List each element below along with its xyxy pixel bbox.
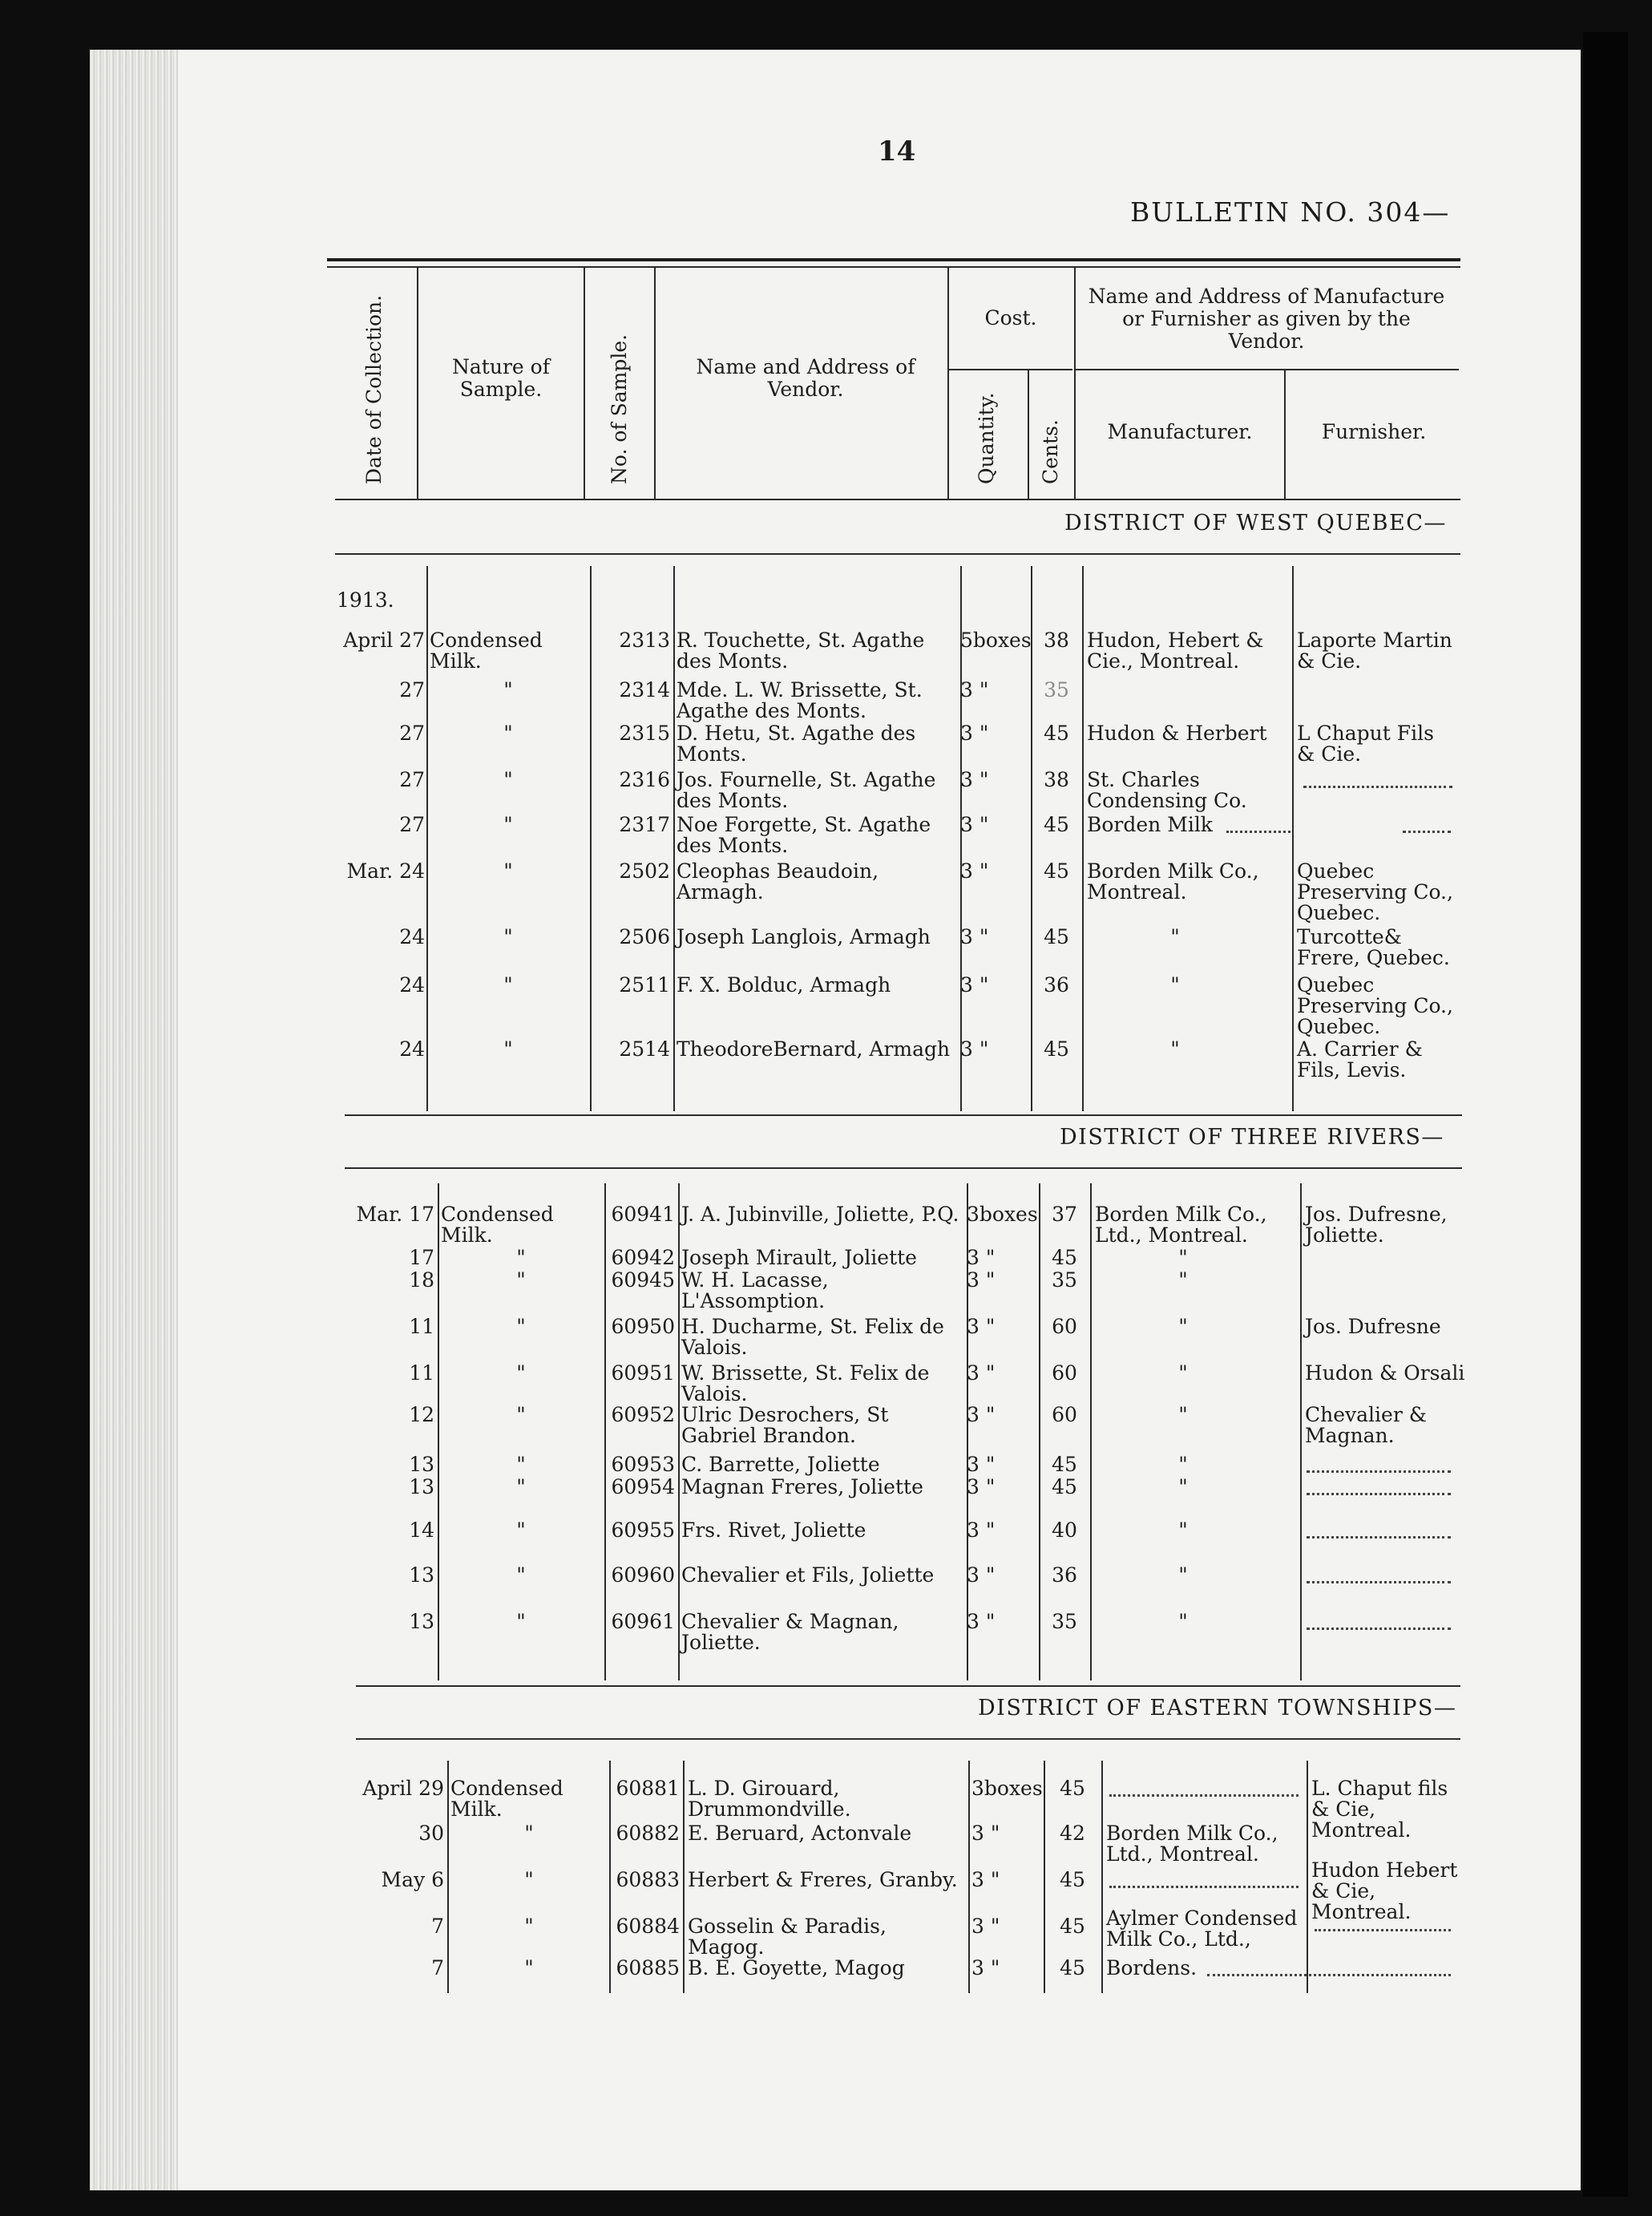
quantity-cell: 5boxes: [960, 629, 1032, 652]
nature-cell: ": [524, 1915, 534, 1938]
vendor-cell: TheodoreBernard, Armagh: [677, 1037, 951, 1061]
quantity-cell: 3 ": [967, 1610, 996, 1633]
date-cell: 13: [409, 1610, 434, 1633]
vendor-cell: R. Touchette, St. Agathe des Monts.: [677, 629, 925, 673]
furnisher-cell: Quebec Preserving Co., Quebec.: [1297, 859, 1453, 924]
furnisher-cell: Laporte Martin & Cie.: [1297, 629, 1452, 673]
vendor-cell: E. Beruard, Actonvale: [688, 1822, 912, 1845]
date-cell: 18: [409, 1268, 434, 1292]
date-cell: 13: [409, 1563, 434, 1587]
vendor-cell: W. H. Lacasse, L'Assomption.: [681, 1268, 829, 1312]
manufacturer-cell: ": [1178, 1475, 1188, 1498]
furnisher-cell: A. Carrier & Fils, Levis.: [1297, 1037, 1423, 1082]
vendor-cell: F. X. Bolduc, Armagh: [677, 973, 891, 997]
vendor-cell: B. E. Goyette, Magog: [688, 1956, 905, 1979]
nature-cell: ": [516, 1403, 526, 1426]
quantity-cell: 3 ": [960, 925, 989, 948]
page-edge-stack: [90, 50, 178, 2190]
furnisher-cell: L Chaput Fils & Cie.: [1297, 722, 1434, 766]
manufacturer-cell: Bordens.: [1106, 1956, 1198, 1979]
header-divider: [1284, 369, 1286, 499]
date-cell: 27: [399, 768, 425, 791]
nature-cell: ": [516, 1563, 526, 1587]
sample-no-cell: 60883: [616, 1868, 680, 1891]
cents-cell: 45: [1044, 722, 1069, 745]
vendor-cell: Herbert & Freres, Granby.: [688, 1868, 958, 1891]
nature-cell: ": [516, 1610, 526, 1633]
date-cell: 11: [409, 1315, 434, 1338]
header-divider: [654, 268, 656, 499]
cents-cell: 37: [1052, 1203, 1077, 1226]
leader-dots: [1207, 1974, 1451, 1976]
year-label: 1913.: [337, 588, 394, 612]
sample-no-cell: 60951: [611, 1361, 675, 1385]
maker-split-rule: [1074, 369, 1459, 370]
vendor-cell: J. A. Jubinville, Joliette, P.Q.: [681, 1203, 959, 1226]
cents-cell: 45: [1060, 1868, 1085, 1891]
quantity-cell: 3 ": [960, 973, 989, 997]
leader-dots: [1303, 786, 1452, 788]
col-quantity-heading: Quantity.: [975, 392, 998, 484]
leader-dots: [1403, 831, 1451, 833]
cents-cell: 38: [1044, 768, 1069, 791]
manufacturer-cell: ": [1178, 1361, 1188, 1385]
quantity-cell: 3 ": [967, 1453, 996, 1476]
date-cell: April 29: [362, 1777, 444, 1800]
vendor-cell: Joseph Mirault, Joliette: [681, 1246, 917, 1269]
nature-cell: Condensed Milk.: [450, 1777, 563, 1821]
column-divider: [426, 566, 428, 1111]
date-cell: 11: [409, 1361, 434, 1385]
manufacturer-cell: Borden Milk Co., Ltd., Montreal.: [1095, 1203, 1267, 1247]
sample-no-cell: 2511: [619, 973, 670, 997]
date-cell: 14: [409, 1518, 434, 1542]
manufacturer-cell: ": [1178, 1246, 1188, 1269]
section-title: DISTRICT OF WEST QUEBEC—: [1064, 511, 1447, 536]
manufacturer-cell: ": [1170, 973, 1180, 997]
quantity-cell: 3 ": [971, 1822, 1000, 1845]
column-divider: [683, 1761, 685, 1993]
quantity-cell: 3 ": [967, 1518, 996, 1542]
cents-cell: 45: [1052, 1453, 1077, 1476]
furnisher-cell: Hudon Hebert & Cie, Montreal.: [1311, 1858, 1458, 1923]
leader-dots: [1109, 1794, 1299, 1797]
manufacturer-cell: ": [1178, 1315, 1188, 1338]
cents-cell: 35: [1052, 1268, 1077, 1292]
col-cents-heading: Cents.: [1039, 419, 1062, 484]
nature-cell: ": [516, 1453, 526, 1476]
header-divider: [417, 268, 418, 499]
vendor-cell: Magnan Freres, Joliette: [681, 1475, 923, 1498]
sample-no-cell: 60885: [616, 1956, 680, 1979]
manufacturer-cell: Borden Milk Co., Ltd., Montreal.: [1106, 1822, 1278, 1866]
quantity-cell: 3 ": [960, 678, 989, 702]
section-rule: [345, 1167, 1462, 1169]
nature-cell: ": [516, 1518, 526, 1542]
quantity-cell: 3 ": [960, 1037, 989, 1061]
date-cell: 7: [431, 1915, 444, 1938]
cents-cell: 60: [1052, 1315, 1077, 1338]
vendor-cell: Gosselin & Paradis, Magog.: [688, 1915, 887, 1959]
quantity-cell: 3 ": [960, 813, 989, 836]
quantity-cell: 3 ": [960, 722, 989, 745]
furnisher-cell: Hudon & Orsali: [1305, 1361, 1465, 1385]
nature-cell: Condensed Milk.: [441, 1203, 554, 1247]
quantity-cell: 3 ": [967, 1403, 996, 1426]
sample-no-cell: 60952: [611, 1403, 675, 1426]
header-divider: [1028, 369, 1029, 499]
vendor-cell: Noe Forgette, St. Agathe des Monts.: [677, 813, 931, 857]
section-rule: [356, 1738, 1460, 1740]
column-divider: [673, 566, 675, 1111]
nature-cell: ": [503, 768, 513, 791]
section-rule: [356, 1685, 1460, 1687]
column-divider: [1307, 1761, 1308, 1993]
quantity-cell: 3 ": [971, 1915, 1000, 1938]
cents-cell: 36: [1052, 1563, 1077, 1587]
section-title: DISTRICT OF EASTERN TOWNSHIPS—: [978, 1696, 1457, 1721]
sample-no-cell: 2313: [619, 629, 670, 652]
vendor-cell: Ulric Desrochers, St Gabriel Brandon.: [681, 1403, 889, 1447]
sample-no-cell: 60950: [611, 1315, 675, 1338]
cents-cell: 45: [1060, 1777, 1085, 1800]
section-title: DISTRICT OF THREE RIVERS—: [1060, 1125, 1444, 1150]
nature-cell: ": [524, 1822, 534, 1845]
header-bottom-rule: [335, 499, 1460, 500]
binding-shadow: [1583, 32, 1628, 2197]
quantity-cell: 3 ": [967, 1315, 996, 1338]
sample-no-cell: 2502: [619, 859, 670, 883]
sample-no-cell: 60954: [611, 1475, 675, 1498]
quantity-cell: 3 ": [971, 1868, 1000, 1891]
manufacturer-cell: ": [1178, 1453, 1188, 1476]
vendor-cell: Chevalier & Magnan, Joliette.: [681, 1610, 899, 1654]
manufacturer-cell: ": [1178, 1518, 1188, 1542]
sample-no-cell: 60884: [616, 1915, 680, 1938]
quantity-cell: 3 ": [971, 1956, 1000, 1979]
sample-no-cell: 60942: [611, 1246, 675, 1269]
cents-cell: 35: [1052, 1610, 1077, 1633]
col-furnisher-heading: Furnisher.: [1321, 420, 1427, 443]
furnisher-cell: Turcotte& Frere, Quebec.: [1297, 925, 1450, 969]
cents-cell: 40: [1052, 1518, 1077, 1542]
leader-dots: [1307, 1628, 1451, 1630]
nature-cell: ": [503, 722, 513, 745]
vendor-cell: Frs. Rivet, Joliette: [681, 1518, 866, 1542]
col-cost-heading: Cost.: [984, 306, 1037, 330]
sample-no-cell: 2514: [619, 1037, 670, 1061]
col-no-heading: No. of Sample.: [608, 334, 631, 484]
col-manufacturer-heading: Manufacturer.: [1107, 420, 1253, 443]
manufacturer-cell: St. Charles Condensing Co.: [1087, 768, 1247, 812]
sample-no-cell: 60955: [611, 1518, 675, 1542]
column-divider: [1101, 1761, 1103, 1993]
sample-no-cell: 2317: [619, 813, 670, 836]
quantity-cell: 3boxes: [971, 1777, 1043, 1800]
cents-cell: 45: [1044, 859, 1069, 883]
leader-dots: [1315, 1929, 1451, 1931]
date-cell: 27: [399, 813, 425, 836]
manufacturer-cell: ": [1178, 1563, 1188, 1587]
cents-cell: 35: [1044, 678, 1069, 702]
quantity-cell: 3 ": [967, 1563, 996, 1587]
nature-cell: ": [516, 1246, 526, 1269]
cents-cell: 45: [1044, 1037, 1069, 1061]
column-divider: [438, 1183, 439, 1680]
vendor-cell: H. Ducharme, St. Felix de Valois.: [681, 1315, 944, 1359]
date-cell: Mar. 24: [346, 859, 425, 883]
cents-cell: 60: [1052, 1361, 1077, 1385]
sample-no-cell: 2316: [619, 768, 670, 791]
section-rule: [345, 1114, 1462, 1116]
date-cell: 13: [409, 1453, 434, 1476]
leader-dots: [1307, 1581, 1451, 1583]
cost-split-rule: [947, 369, 1072, 370]
nature-cell: Condensed Milk.: [430, 629, 543, 673]
date-cell: 12: [409, 1403, 434, 1426]
date-cell: 13: [409, 1475, 434, 1498]
vendor-cell: C. Barrette, Joliette: [681, 1453, 880, 1476]
manufacturer-cell: ": [1178, 1610, 1188, 1633]
cents-cell: 45: [1052, 1246, 1077, 1269]
nature-cell: ": [516, 1315, 526, 1338]
quantity-cell: 3boxes: [967, 1203, 1038, 1226]
furnisher-cell: Jos. Dufresne, Joliette.: [1305, 1203, 1448, 1247]
nature-cell: ": [524, 1868, 534, 1891]
nature-cell: ": [516, 1475, 526, 1498]
quantity-cell: 3 ": [967, 1475, 996, 1498]
column-divider: [1300, 1183, 1302, 1680]
sample-no-cell: 60953: [611, 1453, 675, 1476]
nature-cell: ": [503, 813, 513, 836]
date-cell: April 27: [343, 629, 425, 652]
manufacturer-cell: ": [1170, 1037, 1180, 1061]
furnisher-cell: Quebec Preserving Co., Quebec.: [1297, 973, 1453, 1038]
vendor-cell: L. D. Girouard, Drummondville.: [688, 1777, 851, 1821]
cents-cell: 45: [1060, 1915, 1085, 1938]
cents-cell: 38: [1044, 629, 1069, 652]
manufacturer-cell: ": [1170, 925, 1180, 948]
date-cell: 24: [399, 1037, 425, 1061]
manufacturer-cell: Borden Milk: [1087, 813, 1213, 836]
vendor-cell: D. Hetu, St. Agathe des Monts.: [677, 722, 916, 766]
date-cell: May 6: [381, 1868, 444, 1891]
date-cell: 17: [409, 1246, 434, 1269]
nature-cell: ": [516, 1268, 526, 1292]
cents-cell: 45: [1052, 1475, 1077, 1498]
column-divider: [447, 1761, 449, 1993]
date-cell: 27: [399, 678, 425, 702]
cents-cell: 60: [1052, 1403, 1077, 1426]
sample-no-cell: 2506: [619, 925, 670, 948]
manufacturer-cell: Aylmer Condensed Milk Co., Ltd.,: [1106, 1907, 1298, 1951]
header-top-rule-2: [327, 266, 1460, 268]
quantity-cell: 3 ": [967, 1361, 996, 1385]
nature-cell: ": [516, 1361, 526, 1385]
quantity-cell: 3 ": [960, 859, 989, 883]
quantity-cell: 3 ": [967, 1268, 996, 1292]
cents-cell: 45: [1060, 1956, 1085, 1979]
date-cell: Mar. 17: [356, 1203, 434, 1226]
sample-no-cell: 2314: [619, 678, 670, 702]
leader-dots: [1307, 1493, 1451, 1495]
vendor-cell: Chevalier et Fils, Joliette: [681, 1563, 935, 1587]
cents-cell: 42: [1060, 1822, 1085, 1845]
nature-cell: ": [503, 678, 513, 702]
nature-cell: ": [503, 925, 513, 948]
nature-cell: ": [503, 859, 513, 883]
manufacturer-cell: Hudon, Hebert & Cie., Montreal.: [1087, 629, 1264, 673]
manufacturer-cell: Borden Milk Co., Montreal.: [1087, 859, 1259, 904]
column-divider: [1090, 1183, 1092, 1680]
quantity-cell: 3 ": [967, 1246, 996, 1269]
date-cell: 30: [418, 1822, 444, 1845]
date-cell: 24: [399, 925, 425, 948]
header-divider: [584, 268, 585, 499]
date-cell: 27: [399, 722, 425, 745]
furnisher-cell: Chevalier & Magnan.: [1305, 1403, 1427, 1447]
vendor-cell: W. Brissette, St. Felix de Valois.: [681, 1361, 930, 1405]
column-divider: [678, 1183, 680, 1680]
sample-no-cell: 60961: [611, 1610, 675, 1633]
col-date-heading: Date of Collection.: [362, 294, 386, 484]
sample-no-cell: 60945: [611, 1268, 675, 1292]
leader-dots: [1109, 1886, 1299, 1888]
sample-no-cell: 60960: [611, 1563, 675, 1587]
date-cell: 24: [399, 973, 425, 997]
sample-no-cell: 60881: [616, 1777, 680, 1800]
column-divider: [1292, 566, 1294, 1111]
column-divider: [968, 1761, 970, 1993]
leader-dots: [1307, 1470, 1451, 1473]
vendor-cell: Joseph Langlois, Armagh: [677, 925, 931, 948]
header-divider: [1074, 268, 1076, 499]
manufacturer-cell: ": [1178, 1403, 1188, 1426]
col-nature-heading: Nature of Sample.: [452, 355, 550, 401]
col-maker-heading: Name and Address of Manufacture or Furnisher as given by the Vendor.: [1088, 285, 1445, 353]
page-number: 14: [878, 135, 916, 168]
cents-cell: 45: [1044, 813, 1069, 836]
date-cell: 7: [431, 1956, 444, 1979]
vendor-cell: Cleophas Beaudoin, Armagh.: [677, 859, 879, 904]
furnisher-cell: Jos. Dufresne: [1305, 1315, 1441, 1338]
section-rule: [335, 553, 1460, 555]
cents-cell: 45: [1044, 925, 1069, 948]
column-divider: [590, 566, 592, 1111]
leader-dots: [1307, 1536, 1451, 1539]
manufacturer-cell: Hudon & Herbert: [1087, 722, 1267, 745]
vendor-cell: Mde. L. W. Brissette, St. Agathe des Monts.: [677, 678, 923, 722]
sample-no-cell: 60941: [611, 1203, 675, 1226]
nature-cell: ": [503, 1037, 513, 1061]
nature-cell: ": [524, 1956, 534, 1979]
manufacturer-cell: ": [1178, 1268, 1188, 1292]
column-divider: [1082, 566, 1084, 1111]
header-divider: [947, 268, 949, 499]
furnisher-cell: L. Chaput fils & Cie, Montreal.: [1311, 1777, 1448, 1842]
sample-no-cell: 60882: [616, 1822, 680, 1845]
running-head: BULLETIN NO. 304—: [1130, 196, 1451, 228]
col-vendor-heading: Name and Address of Vendor.: [696, 355, 915, 401]
quantity-cell: 3 ": [960, 768, 989, 791]
header-top-rule: [327, 258, 1460, 261]
sample-no-cell: 2315: [619, 722, 670, 745]
leader-dots: [1226, 831, 1290, 833]
nature-cell: ": [503, 973, 513, 997]
vendor-cell: Jos. Fournelle, St. Agathe des Monts.: [677, 768, 936, 812]
cents-cell: 36: [1044, 973, 1069, 997]
